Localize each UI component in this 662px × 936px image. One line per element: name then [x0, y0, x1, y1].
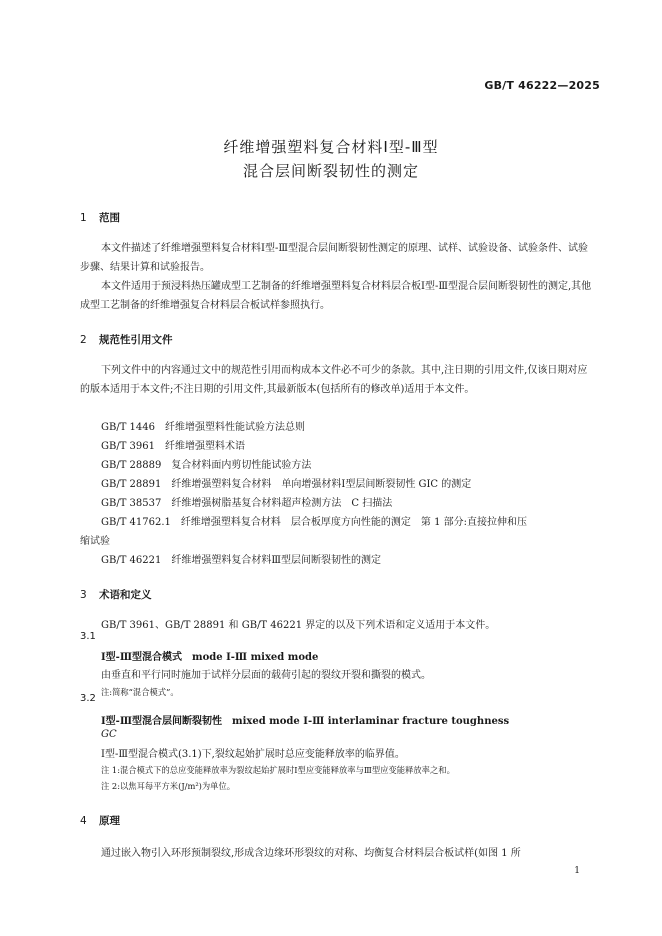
term-symbol: GC	[101, 729, 117, 740]
term-definition: 由垂直和平行同时施加于试样分层面的载荷引起的裂纹开裂和撕裂的模式。	[101, 670, 431, 681]
document-title-line-1: 纤维增强塑料复合材料Ⅰ型-Ⅲ型	[223, 138, 439, 156]
document-title-line-2: 混合层间断裂韧性的测定	[242, 162, 419, 180]
standard-number: GB/T 46222—2025	[484, 79, 600, 92]
section-heading-principle	[80, 813, 120, 828]
term-definition: Ⅰ型-Ⅲ型混合模式(3.1)下,裂纹起始扩展时总应变能释放率的临界值。	[101, 749, 405, 760]
references-intro: 下列文件中的内容通过文中的规范性引用而构成本文件必不可少的条款。其中,注日期的引用文件,仅该日期对应的版本适用于本文件;不注日期的引用文件,其最新版本(包括所有的修改单)适用于本文件。	[80, 365, 588, 395]
reference-item: GB/T 41762.1 纤维增强塑料复合材料 层合板厚度方向性能的测定 第 1 部分:直接拉伸和压	[101, 517, 527, 528]
term-number: 3.1	[80, 631, 96, 642]
principle-paragraph: 通过嵌入物引入环形预制裂纹,形成含边缘环形裂纹的对称、均衡复合材料层合板试样(如图 1 所	[101, 848, 521, 859]
term-number: 3.2	[80, 693, 96, 704]
scope-paragraph-1: 本文件描述了纤维增强塑料复合材料Ⅰ型-Ⅲ型混合层间断裂韧性测定的原理、试样、试验设备、试验条件、试验步骤、结果计算和试验报告。	[80, 243, 588, 273]
section-title: 范围	[99, 212, 120, 224]
reference-item: GB/T 1446 纤维增强塑料性能试验方法总则	[101, 422, 306, 433]
term-title: Ⅰ型-Ⅲ型混合模式 mode Ⅰ-Ⅲ mixed mode	[101, 652, 319, 663]
section-heading-references	[80, 332, 173, 347]
reference-item: GB/T 28889 复合材料面内剪切性能试验方法	[101, 460, 312, 471]
scope-paragraph-2: 本文件适用于预浸料热压罐成型工艺制备的纤维增强塑料复合材料层合板Ⅰ型-Ⅲ型混合层间断裂韧性的测定,其他成型工艺制备的纤维增强复合材料层合板试样参照执行。	[80, 281, 592, 311]
section-heading-terms	[80, 587, 152, 602]
section-number: 1	[80, 212, 87, 224]
section-number: 3	[80, 589, 87, 601]
section-title: 规范性引用文件	[99, 334, 173, 346]
section-title: 术语和定义	[99, 589, 152, 601]
reference-item: GB/T 3961 纤维增强塑料术语	[101, 441, 246, 452]
reference-item-continuation: 缩试验	[80, 536, 110, 547]
reference-item: GB/T 46221 纤维增强塑料复合材料Ⅲ型层间断裂韧性的测定	[101, 555, 382, 566]
section-heading-scope	[80, 210, 120, 225]
term-note: 注 2:以焦耳每平方米(J/m²)为单位。	[101, 781, 236, 791]
term-note: 注:简称“混合模式”。	[101, 687, 179, 697]
page-number: 1	[574, 866, 580, 876]
section-title: 原理	[99, 815, 120, 827]
terms-intro: GB/T 3961、GB/T 28891 和 GB/T 46221 界定的以及下列术语和定义适用于本文件。	[101, 620, 496, 631]
section-number: 2	[80, 334, 87, 346]
reference-item: GB/T 38537 纤维增强树脂基复合材料超声检测方法 C 扫描法	[101, 498, 393, 509]
term-title: Ⅰ型-Ⅲ型混合层间断裂韧性 mixed mode Ⅰ-Ⅲ interlaminar fracture toughness	[101, 716, 510, 727]
reference-item: GB/T 28891 纤维增强塑料复合材料 单向增强材料Ⅰ型层间断裂韧性 GⅠC 的测定	[101, 479, 472, 490]
term-note: 注 1:混合模式下的总应变能释放率为裂纹起始扩展时Ⅰ型应变能释放率与Ⅲ型应变能释放率之和。	[101, 765, 455, 775]
section-number: 4	[80, 815, 87, 827]
